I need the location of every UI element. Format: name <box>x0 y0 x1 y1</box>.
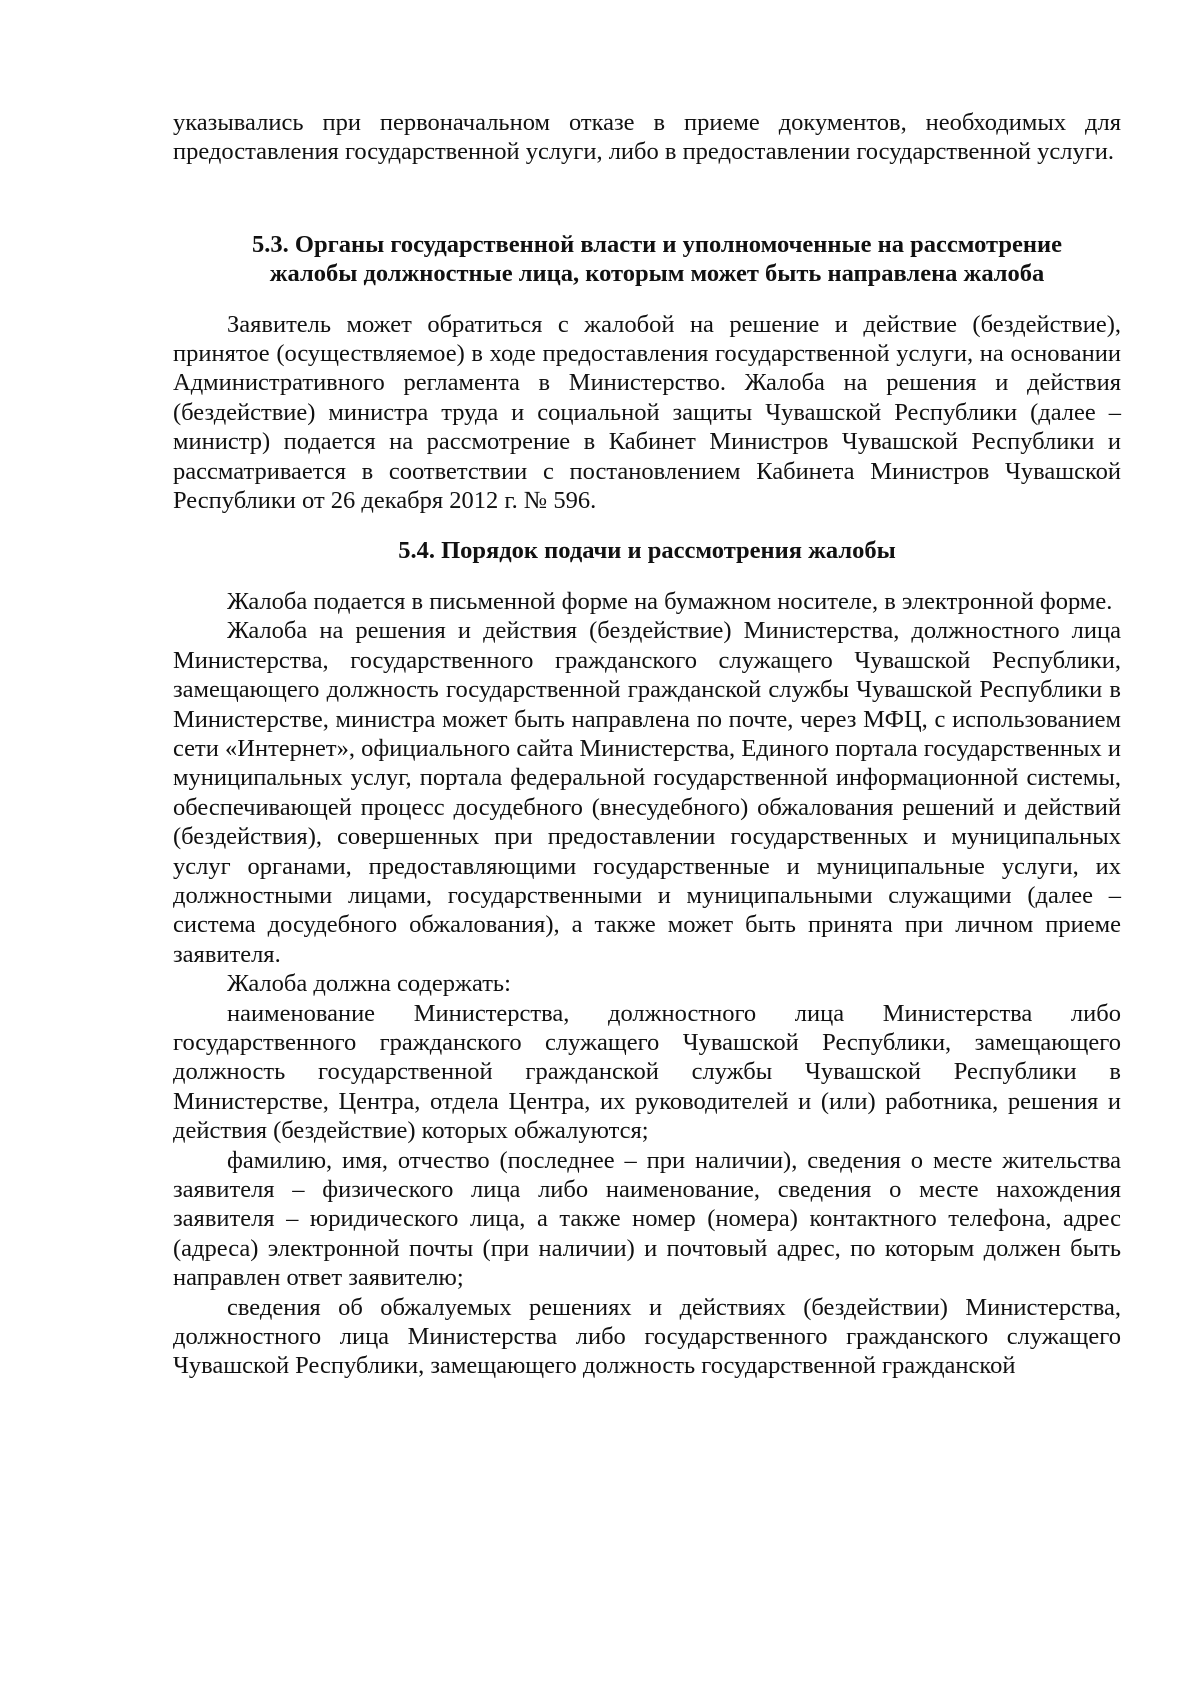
section-5-3-title-line1: 5.3. Органы государственной власти и уполномоченные на рассмотрение <box>252 230 1062 258</box>
section-5-4-paragraph-1: Жалоба подается в письменной форме на бумажном носителе, в электронной форме. <box>227 587 1113 615</box>
section-5-4-paragraph-2: Жалоба на решения и действия (бездействие) Министерства, должностного лица Министерства, государственного гражданского служащего Чувашской Республики, замещающего должность государственной гражданской службы Чувашской Республики в Министерстве, министра может быть направлена по почте, через МФЦ, с использованием сети «Интернет», официального сайта Министерства, Единого портала государственных и муниципальных услуг, портала федеральной государственной информационной системы, обеспечивающей процесс досудебного (внесудебного) обжалования решений и действий (бездействия), совершенных при предоставлении государственных и муниципальных услуг органами, предоставляющими государственные и муниципальные услуги, их должностными лицами, государственными и муниципальными служащими (далее – система досудебного обжалования), а также может быть принята при личном приеме заявителя. <box>173 617 1121 968</box>
section-5-3-title-line2: жалобы должностные лица, которым может быть направлена жалоба <box>269 260 1045 288</box>
section-5-4-heading: 5.4. Порядок подачи и рассмотрения жалобы <box>398 537 896 565</box>
section-5-3-paragraph: Заявитель может обратиться с жалобой на решение и действие (бездействие), принятое (осуществляемое) в ходе предоставления государственной услуги, на основании Административного регламента в Министерство. Жалоба на решения и действия (бездействие) министра труда и социальной защиты Чувашской Республики (далее – министр) подается на рассмотрение в Кабинет Министров Чувашской Республики и рассматривается в соответствии с постановлением Кабинета Министров Чувашской Республики от 26 декабря 2012 г. № 596. <box>173 310 1121 515</box>
intro-paragraph: указывались при первоначальном отказе в приеме документов, необходимых для предоставления государственной услуги, либо в предоставлении государственной услуги. <box>173 109 1121 166</box>
document-page <box>173 108 1121 1381</box>
section-5-4-list-item-2: фамилию, имя, отчество (последнее – при наличии), сведения о месте жительства заявителя – физического лица либо наименование, сведения о месте нахождения заявителя – юридического лица, а также номер (номера) контактного телефона, адрес (адреса) электронной почты (при наличии) и почтовый адрес, по которым должен быть направлен ответ заявителю; <box>173 1146 1121 1292</box>
section-5-4-paragraph-3: Жалоба должна содержать: <box>227 970 511 998</box>
section-5-4-list-item-3: сведения об обжалуемых решениях и действиях (бездействии) Министерства, должностного лица Министерства либо государственного гражданского служащего Чувашской Республики, замещающего должность государственной гражданской <box>173 1293 1121 1380</box>
section-5-3-heading <box>173 230 1121 289</box>
section-5-4-list-item-1: наименование Министерства, должностного лица Министерства либо государственного гражданского служащего Чувашской Республики, замещающего должность государственной гражданской службы Чувашской Республики в Министерстве, Центра, отдела Центра, их руководителей и (или) работника, решения и действия (бездействие) которых обжалуются; <box>173 999 1121 1145</box>
